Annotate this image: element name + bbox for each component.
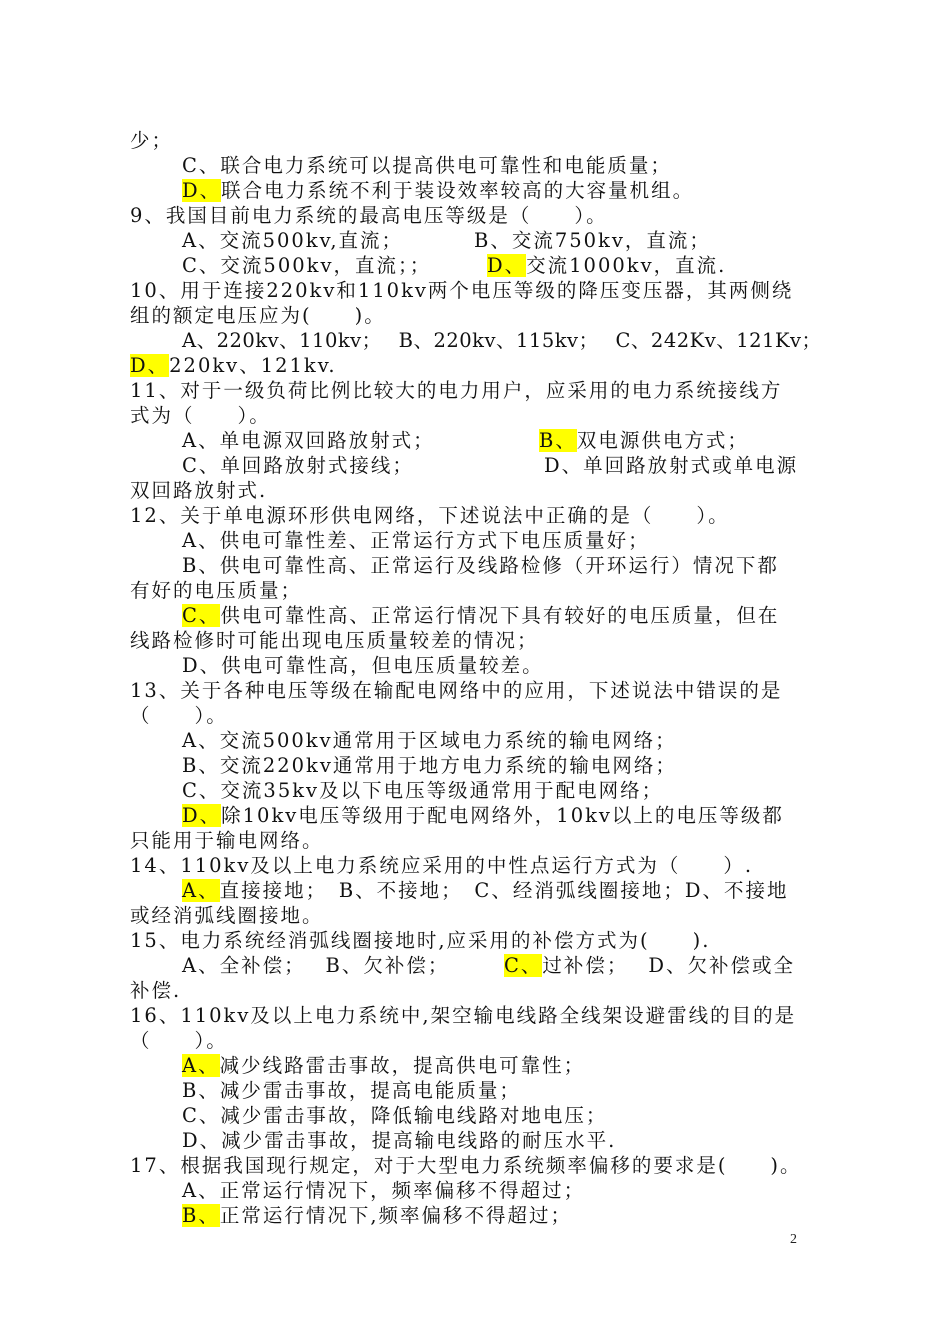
answer-highlight: D、 (182, 179, 222, 202)
option-13a: A、交流500kv通常用于区域电力系统的输电网络； (182, 729, 677, 752)
answer-highlight: C、 (182, 604, 221, 627)
answer-highlight: B、 (539, 429, 577, 452)
option-8d: D、联合电力系统不利于装设效率较高的大容量机组。 (182, 179, 695, 202)
option-12a: A、供电可靠性差、正常运行方式下电压质量好； (182, 529, 650, 552)
option-17b: B、正常运行情况下,频率偏移不得超过； (182, 1204, 573, 1227)
option-10d: D、220kv、121kv. (130, 354, 337, 377)
option-row: C、交流500kv，直流；； D、交流1000kv，直流. (182, 254, 727, 277)
option-row: A、全补偿； B、欠补偿； C、过补偿； D、欠补偿或全 (182, 954, 796, 977)
text-line: 只能用于输电网络。 (130, 829, 324, 852)
option-16b: B、减少雷击事故，提高电能质量； (182, 1079, 521, 1102)
option-13b: B、交流220kv通常用于地方电力系统的输电网络； (182, 754, 677, 777)
text-line: 线路检修时可能出现电压质量较差的情况； (130, 629, 539, 652)
question-10: 10、用于连接220kv和110kv两个电压等级的降压变压器，其两侧绕 (130, 279, 794, 302)
answer-highlight: D、 (487, 254, 527, 277)
text-line: 组的额定电压应为( )。 (130, 304, 386, 327)
option-12b: B、供电可靠性高、正常运行及线路检修（开环运行）情况下都 (182, 554, 779, 577)
answer-highlight: B、 (182, 1204, 220, 1227)
option-12c: C、供电可靠性高、正常运行情况下具有较好的电压质量，但在 (182, 604, 780, 627)
question-15: 15、电力系统经消弧线圈接地时,应采用的补偿方式为( ). (130, 929, 711, 952)
option-16d: D、减少雷击事故，提高输电线路的耐压水平. (182, 1129, 617, 1152)
text-line: （ ）。 (130, 704, 228, 727)
option-13d: D、除10kv电压等级用于配电网络外，10kv以上的电压等级都 (182, 804, 784, 827)
text-line: 补偿. (130, 979, 182, 1002)
option-12d: D、供电可靠性高，但电压质量较差。 (182, 654, 544, 677)
text-line: （ ）。 (130, 1029, 228, 1052)
question-9: 9、我国目前电力系统的最高电压等级是（ ）。 (130, 204, 608, 227)
page-number: 2 (790, 1232, 797, 1247)
option-row: A、交流500kv,直流； B、交流750kv，直流； (182, 229, 711, 252)
question-14: 14、110kv及以上电力系统应采用的中性点运行方式为（ ）. (130, 854, 754, 877)
text-line: 或经消弧线圈接地。 (130, 904, 324, 927)
option-17a: A、正常运行情况下，频率偏移不得超过； (182, 1179, 586, 1202)
option-row: C、单回路放射式接线； D、单回路放射式或单电源 (182, 454, 799, 477)
text-line: 少； (130, 129, 174, 152)
text-line: 式为（ ）。 (130, 404, 271, 427)
answer-highlight: A、 (182, 879, 220, 902)
option-row: A、单电源双回路放射式； B、双电源供电方式； (182, 429, 749, 452)
option-8c: C、联合电力系统可以提高供电可靠性和电能质量； (182, 154, 672, 177)
answer-highlight: D、 (130, 354, 170, 377)
question-13: 13、关于各种电压等级在输配电网络中的应用，下述说法中错误的是 (130, 679, 783, 702)
answer-highlight: C、 (504, 954, 543, 977)
text-line: 双回路放射式. (130, 479, 268, 502)
option-row: A、直接接地； B、不接地； C、经消弧线圈接地；D、不接地 (182, 879, 789, 902)
option-13c: C、交流35kv及以下电压等级通常用于配电网络； (182, 779, 664, 802)
question-16: 16、110kv及以上电力系统中,架空输电线路全线架设避雷线的目的是 (130, 1004, 797, 1027)
question-12: 12、关于单电源环形供电网络，下述说法中正确的是（ ）。 (130, 504, 730, 527)
option-16c: C、减少雷击事故，降低输电线路对地电压； (182, 1104, 608, 1127)
question-11: 11、对于一级负荷比例比较大的电力用户，应采用的电力系统接线方 (130, 379, 783, 402)
answer-highlight: D、 (182, 804, 222, 827)
answer-highlight: A、 (182, 1054, 220, 1077)
option-row: A、220kv、110kv； B、220kv、115kv； C、242Kv、121Kv； (182, 329, 822, 352)
question-17: 17、根据我国现行规定，对于大型电力系统频率偏移的要求是( )。 (130, 1154, 802, 1177)
text-line: 有好的电压质量； (130, 579, 303, 602)
option-16a: A、减少线路雷击事故，提高供电可靠性； (182, 1054, 586, 1077)
